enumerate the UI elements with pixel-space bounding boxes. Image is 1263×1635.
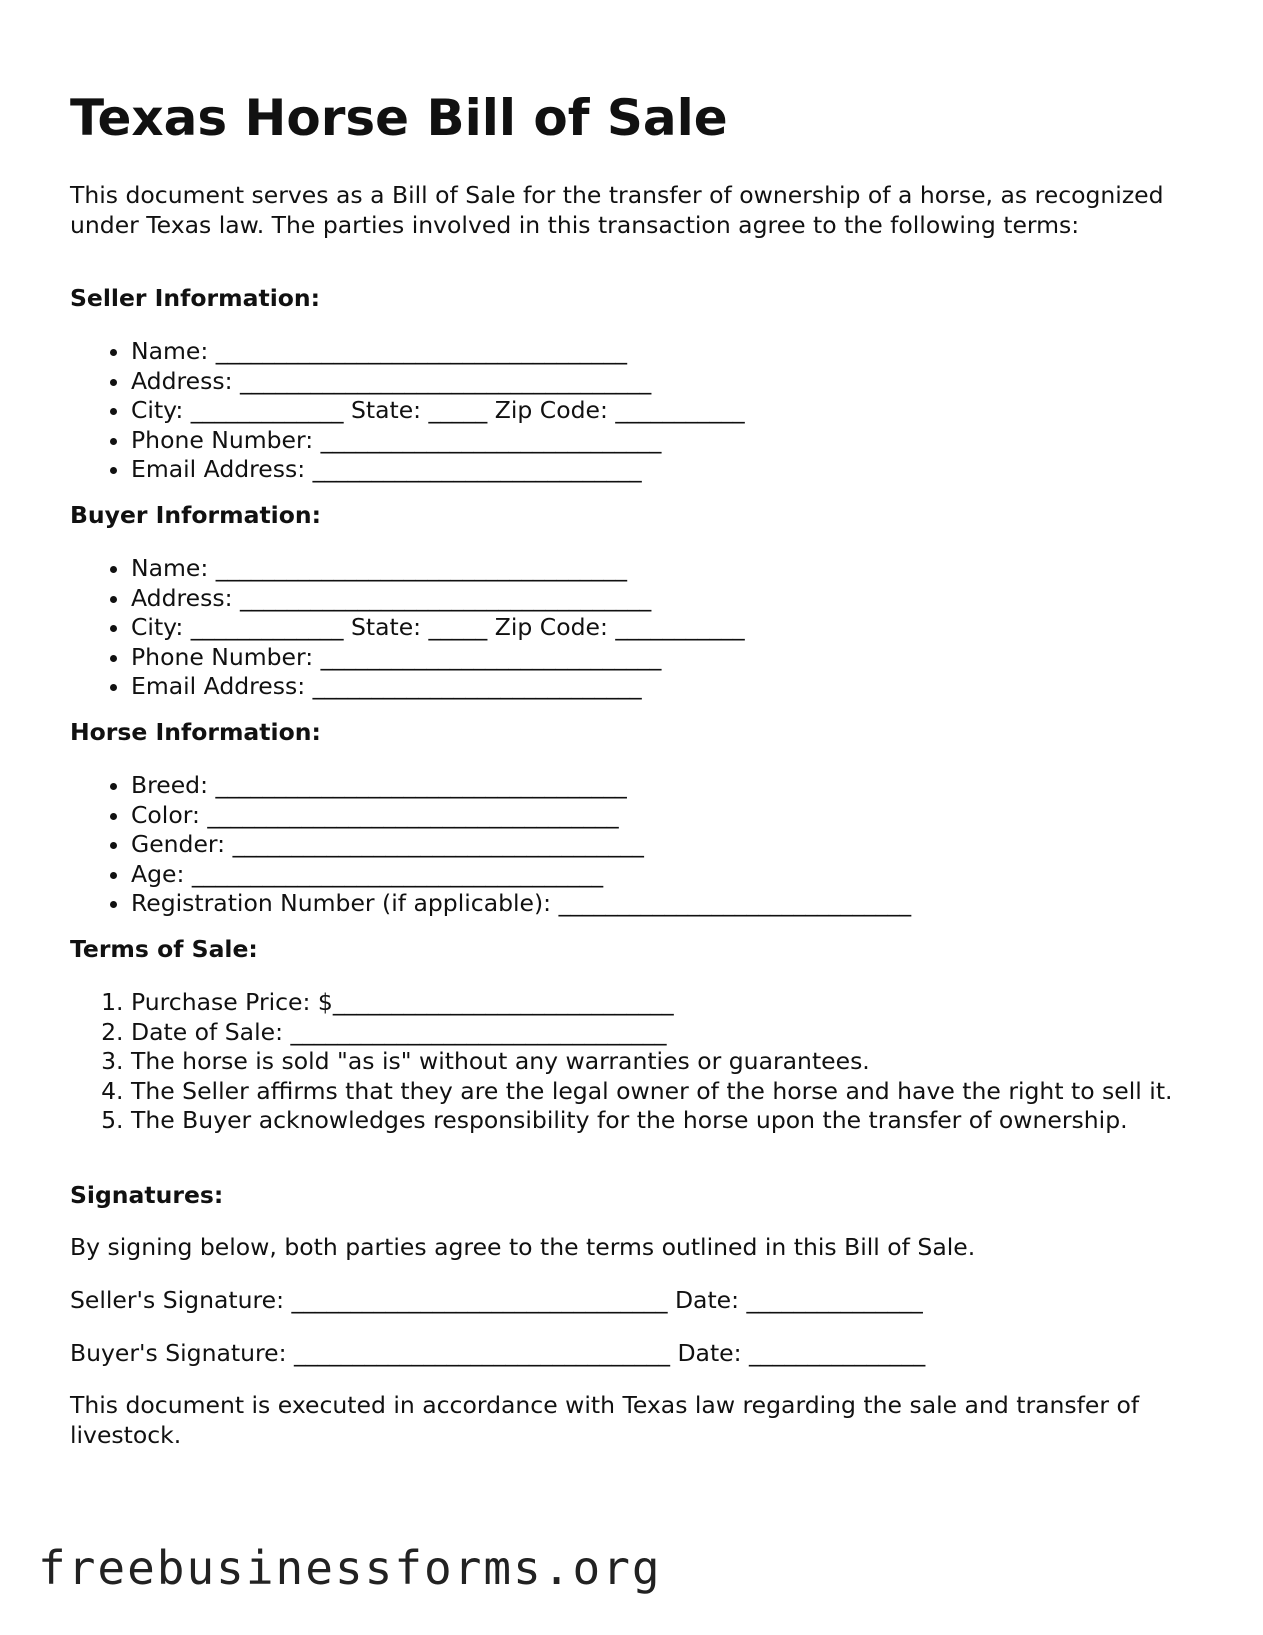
terms-list xyxy=(70,988,1191,1136)
buyer-address-field: • Address: ___________________________________ xyxy=(131,584,745,614)
buyer-city-state-zip-field: • City: _____________ State: _____ Zip Code: ___________ xyxy=(131,613,745,643)
horse-heading: Horse Information: xyxy=(70,718,321,746)
horse-list xyxy=(70,771,911,919)
horse-breed-field: • Breed: ___________________________________ xyxy=(131,771,911,801)
signatures-heading: Signatures: xyxy=(70,1181,224,1209)
seller-address-field: • Address: ___________________________________ xyxy=(131,367,745,397)
horse-color-field: • Color: ___________________________________ xyxy=(131,801,911,831)
seller-heading: Seller Information: xyxy=(70,284,321,312)
as-is-term: 3. The horse is sold "as is" without any warranties or guarantees. xyxy=(131,1047,1191,1077)
buyer-phone-field: • Phone Number: _____________________________ xyxy=(131,643,745,673)
date-of-sale-field: 2. Date of Sale: ________________________________ xyxy=(131,1018,1191,1048)
horse-registration-field: • Registration Number (if applicable): ______________________________ xyxy=(131,889,911,919)
seller-phone-field: • Phone Number: _____________________________ xyxy=(131,426,745,456)
closing-statement: This document is executed in accordance with Texas law regarding the sale and transfer of livestock. xyxy=(70,1391,1140,1449)
buyer-heading: Buyer Information: xyxy=(70,501,322,529)
seller-list xyxy=(70,337,745,485)
purchase-price-field: 1. Purchase Price: $_____________________________ xyxy=(131,988,1191,1018)
horse-age-field: • Age: ___________________________________ xyxy=(131,860,911,890)
site-watermark: freebusinessforms.org xyxy=(38,1541,662,1595)
buyer-list xyxy=(70,554,745,702)
intro-paragraph: This document serves as a Bill of Sale for the transfer of ownership of a horse, as recognized under Texas law. The parties involved in this transaction agree to the following terms: xyxy=(70,181,1164,239)
seller-signature-line: Seller's Signature: ________________________________ Date: _______________ xyxy=(70,1286,923,1314)
seller-city-state-zip-field: • City: _____________ State: _____ Zip Code: ___________ xyxy=(131,396,745,426)
seller-email-field: • Email Address: ____________________________ xyxy=(131,455,745,485)
document-title: Texas Horse Bill of Sale xyxy=(70,89,728,147)
buyer-signature-line: Buyer's Signature: ________________________________ Date: _______________ xyxy=(70,1339,926,1367)
seller-ownership-term: 4. The Seller affirms that they are the legal owner of the horse and have the right to sell it. xyxy=(131,1077,1191,1107)
signatures-statement: By signing below, both parties agree to the terms outlined in this Bill of Sale. xyxy=(70,1233,976,1261)
buyer-name-field: • Name: ___________________________________ xyxy=(131,554,745,584)
horse-gender-field: • Gender: ___________________________________ xyxy=(131,830,911,860)
buyer-responsibility-term: 5. The Buyer acknowledges responsibility for the horse upon the transfer of ownership. xyxy=(131,1106,1191,1136)
terms-heading: Terms of Sale: xyxy=(70,935,258,963)
seller-name-field: • Name: ___________________________________ xyxy=(131,337,745,367)
buyer-email-field: • Email Address: ____________________________ xyxy=(131,672,745,702)
